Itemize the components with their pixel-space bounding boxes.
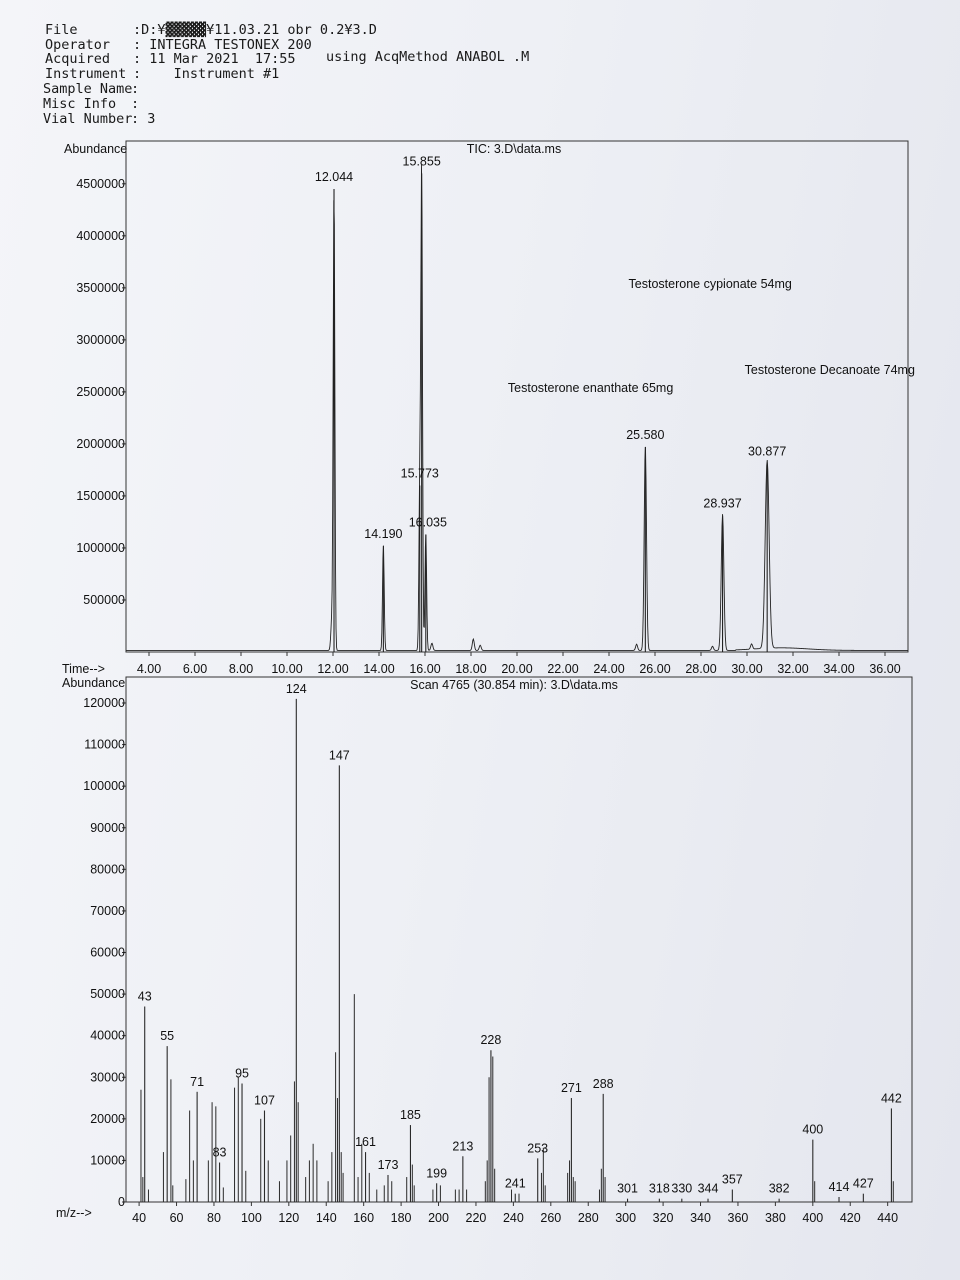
tic-y-tick-label: 4500000 (76, 176, 125, 191)
tic-x-tick-label: 12.00 (317, 662, 349, 676)
ms-peak-label: 427 (852, 1176, 874, 1191)
ms-x-tick-label: 120 (278, 1211, 300, 1225)
tic-peak-label: 16.035 (408, 515, 447, 530)
header-misc-info: Misc Info : (43, 96, 140, 112)
tic-compound-annotation: Testosterone enanthate 65mg (507, 380, 674, 395)
tic-frame (126, 141, 908, 652)
ms-peak-label: 253 (527, 1141, 549, 1156)
ms-x-tick-label: 160 (353, 1211, 375, 1225)
ms-title: Scan 4765 (30.854 min): 3.D\data.ms (410, 678, 618, 692)
ms-peak-label: 344 (697, 1181, 719, 1196)
ms-x-tick-label: 100 (240, 1211, 262, 1225)
ms-x-tick-label: 420 (839, 1211, 861, 1225)
tic-y-axis-label: Abundance (64, 142, 128, 156)
ms-peak-label: 271 (560, 1081, 582, 1096)
ms-peak-label: 357 (721, 1172, 743, 1187)
ms-y-tick-label: 90000 (90, 820, 125, 835)
ms-x-axis-label: m/z--> (56, 1206, 92, 1220)
ms-peak-label: 95 (235, 1066, 249, 1081)
ms-frame (126, 677, 912, 1202)
tic-x-tick-label: 20.00 (501, 662, 533, 676)
ms-x-tick-label: 60 (169, 1211, 184, 1225)
ms-peak-label: 55 (160, 1029, 175, 1044)
ms-peak-label: 414 (828, 1180, 850, 1195)
ms-x-tick-label: 440 (877, 1211, 899, 1225)
ms-peak-label: 161 (355, 1135, 376, 1150)
header-operator: Operator : INTEGRA TESTONEX 200 (45, 37, 312, 53)
tic-peak-label: 12.044 (314, 170, 354, 185)
ms-y-tick-label: 60000 (90, 945, 125, 960)
tic-x-tick-label: 36.00 (869, 662, 901, 676)
ms-y-tick-label: 70000 (90, 903, 125, 918)
ms-x-tick-label: 80 (207, 1211, 221, 1225)
tic-x-tick-label: 24.00 (593, 662, 625, 676)
ms-peak-label: 330 (671, 1181, 693, 1196)
ms-peak-label: 107 (254, 1093, 275, 1108)
tic-x-tick-label: 26.00 (639, 662, 671, 676)
ms-x-tick-label: 240 (502, 1211, 524, 1225)
tic-peak-label: 28.937 (703, 496, 742, 511)
ms-x-tick-label: 140 (315, 1211, 337, 1225)
ms-peak-label: 199 (426, 1166, 448, 1181)
ms-peak-label: 83 (212, 1145, 227, 1160)
tic-x-tick-label: 6.00 (182, 662, 208, 676)
ms-y-tick-label: 110000 (84, 737, 125, 752)
ms-peak-label: 301 (617, 1181, 638, 1196)
ms-x-tick-label: 280 (577, 1211, 599, 1225)
ms-x-tick-label: 400 (802, 1211, 824, 1225)
tic-peak-label: 30.877 (748, 444, 787, 459)
ms-x-tick-label: 320 (652, 1211, 674, 1225)
tic-compound-annotation: Testosterone Decanoate 74mg (744, 363, 915, 378)
tic-y-tick-label: 2000000 (76, 436, 125, 451)
header-sample-name: Sample Name: (43, 81, 140, 97)
tic-x-tick-label: 34.00 (823, 662, 855, 676)
ms-y-axis-label: Abundance (62, 676, 126, 690)
header-file: File :D:¥▓▓▓▓▓¥11.03.21 obr 0.2¥3.D (45, 22, 377, 38)
header-method: using AcqMethod ANABOL .M (326, 49, 530, 65)
ms-y-tick-label: 120000 (83, 696, 125, 710)
tic-x-tick-label: 32.00 (777, 662, 809, 676)
ms-peak-label: 382 (768, 1181, 790, 1196)
tic-x-axis-label: Time--> (62, 662, 105, 676)
ms-peak-label: 147 (328, 748, 350, 763)
ms-peak-label: 71 (190, 1074, 205, 1089)
ms-peak-label: 213 (452, 1139, 474, 1154)
ms-peak-label: 318 (648, 1181, 670, 1196)
ms-x-tick-label: 180 (390, 1211, 412, 1225)
ms-y-tick-label: 0 (118, 1195, 125, 1209)
header-vial-number: Vial Number: 3 (43, 111, 156, 127)
tic-peak-label: 14.190 (364, 526, 403, 541)
tic-y-tick-label: 500000 (83, 592, 125, 607)
tic-y-tick-label: 4000000 (76, 228, 125, 243)
ms-peak-label: 288 (592, 1076, 614, 1091)
tic-x-tick-label: 16.00 (409, 662, 441, 676)
tic-x-tick-label: 4.00 (136, 662, 162, 676)
ms-y-tick-label: 10000 (90, 1153, 125, 1168)
header-instrument: Instrument : Instrument #1 (45, 66, 280, 82)
ms-peak-label: 442 (880, 1091, 902, 1106)
tic-y-tick-label: 3500000 (76, 280, 125, 295)
ms-x-tick-label: 40 (132, 1211, 147, 1225)
tic-y-tick-label: 1500000 (76, 488, 125, 503)
tic-x-tick-label: 10.00 (271, 662, 303, 676)
ms-y-tick-label: 30000 (90, 1070, 125, 1085)
ms-x-tick-label: 200 (428, 1211, 449, 1225)
tic-x-tick-label: 8.00 (228, 662, 254, 676)
tic-peak-label: 15.855 (402, 154, 441, 169)
tic-x-tick-label: 28.00 (685, 662, 717, 676)
ms-y-tick-label: 50000 (90, 987, 125, 1002)
tic-x-tick-label: 18.00 (455, 662, 487, 676)
ms-y-tick-label: 40000 (90, 1028, 125, 1043)
tic-title: TIC: 3.D\data.ms (466, 142, 562, 156)
ms-peak-label: 43 (137, 989, 152, 1004)
ms-y-tick-label: 80000 (90, 862, 125, 877)
ms-peak-label: 124 (285, 681, 307, 696)
ms-x-tick-label: 380 (764, 1211, 786, 1225)
ms-peak-label: 228 (480, 1033, 502, 1048)
tic-peak-label: 25.580 (626, 428, 665, 443)
ms-peak-label: 400 (802, 1122, 824, 1137)
tic-x-tick-label: 22.00 (547, 662, 579, 676)
tic-y-tick-label: 1000000 (76, 540, 125, 555)
ms-y-tick-label: 20000 (90, 1111, 125, 1126)
tic-y-tick-label: 3000000 (76, 332, 125, 347)
ms-x-tick-label: 220 (465, 1211, 487, 1225)
tic-trace (126, 165, 908, 650)
ms-peak-label: 173 (377, 1157, 399, 1172)
ms-x-tick-label: 360 (727, 1211, 749, 1225)
ms-x-tick-label: 260 (540, 1211, 562, 1225)
header-acquired: Acquired : 11 Mar 2021 17:55 (45, 51, 296, 67)
tic-compound-annotation: Testosterone cypionate 54mg (628, 276, 792, 291)
ms-peak-label: 241 (504, 1176, 526, 1191)
ms-x-tick-label: 300 (615, 1211, 637, 1225)
tic-x-tick-label: 30.00 (731, 662, 763, 676)
ms-peak-label: 185 (400, 1108, 421, 1123)
ms-x-tick-label: 340 (690, 1211, 711, 1225)
tic-peak-label: 15.773 (400, 466, 439, 481)
tic-y-tick-label: 2500000 (76, 384, 125, 399)
tic-x-tick-label: 14.00 (363, 662, 395, 676)
ms-y-tick-label: 100000 (83, 779, 125, 794)
